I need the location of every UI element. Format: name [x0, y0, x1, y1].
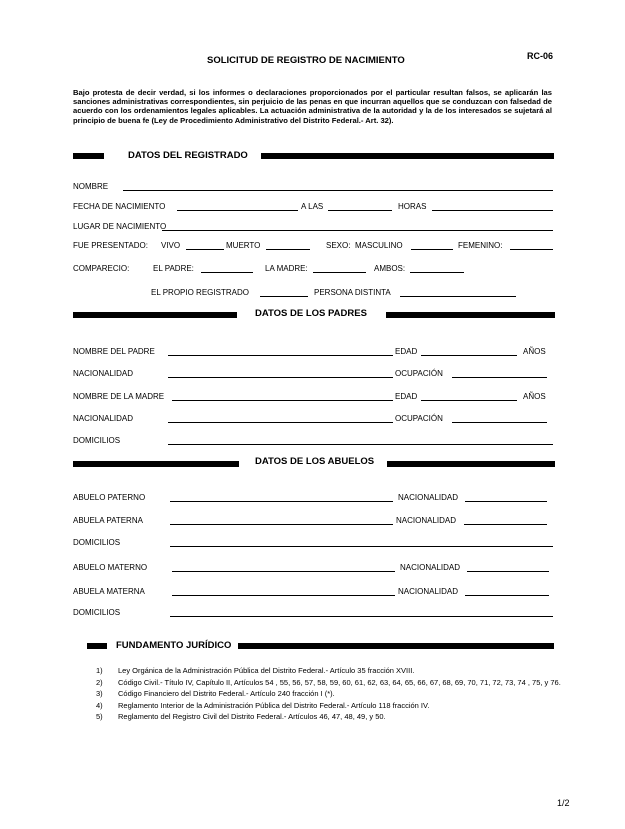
- edad-madre-field[interactable]: [421, 400, 517, 401]
- nombre-padre-field[interactable]: [168, 355, 393, 356]
- muerto-field[interactable]: [266, 249, 310, 250]
- nacionalidad-abuela-paterna-field[interactable]: [464, 524, 547, 525]
- la-madre-field[interactable]: [313, 272, 366, 273]
- ocupacion-madre-field[interactable]: [452, 422, 547, 423]
- horas-label: HORAS: [398, 202, 427, 211]
- legal-item-text: Código Financiero del Distrito Federal.- Artículo 240 fracción I (*).: [118, 689, 335, 698]
- comparecio-label: COMPARECIO:: [73, 264, 130, 273]
- domicilios-padres-field[interactable]: [168, 444, 553, 445]
- abuela-materna-field[interactable]: [172, 595, 395, 596]
- legal-item: [96, 678, 566, 688]
- la-madre-label: LA MADRE:: [265, 264, 308, 273]
- lugar-nacimiento-field[interactable]: [162, 230, 553, 231]
- section-fundamento-heading: FUNDAMENTO JURÍDICO: [116, 640, 232, 651]
- nacionalidad-abuela-paterna-label: NACIONALIDAD: [396, 516, 457, 525]
- el-padre-label: EL PADRE:: [153, 264, 194, 273]
- abuelo-materno-label: ABUELO MATERNO: [73, 563, 148, 572]
- femenino-label: FEMENINO:: [458, 241, 503, 250]
- legal-item: [96, 701, 566, 711]
- legal-item-text: Código Civil.- Título IV, Capítulo II, Artículos 54 , 55, 56, 57, 58, 59, 60, 61, 62, 63, 64, 65, 66, 67, 68, 69, 70, 71, 72, 73, 74 , 75, y 76.: [118, 677, 561, 687]
- section-bar: [73, 312, 237, 318]
- document-title: SOLICITUD DE REGISTRO DE NACIMIENTO: [207, 55, 405, 66]
- femenino-field[interactable]: [510, 249, 553, 250]
- fecha-nacimiento-field[interactable]: [177, 210, 298, 211]
- muerto-label: MUERTO: [226, 241, 261, 250]
- legal-item-number: 2): [96, 677, 103, 687]
- legal-list: [96, 666, 566, 724]
- horas-field[interactable]: [432, 210, 553, 211]
- ocupacion-padre-label: OCUPACIÓN: [395, 369, 443, 378]
- legal-item-text: Ley Orgánica de la Administración Pública del Distrito Federal.- Artículo 35 fracción XVIII.: [118, 666, 415, 675]
- abuelo-materno-field[interactable]: [172, 571, 395, 572]
- nacionalidad-abuelo-materno-field[interactable]: [467, 571, 549, 572]
- nombre-madre-field[interactable]: [172, 400, 393, 401]
- nombre-field[interactable]: [123, 190, 553, 191]
- section-bar: [238, 643, 554, 649]
- propio-registrado-field[interactable]: [260, 296, 308, 297]
- fue-presentado-label: FUE PRESENTADO:: [73, 241, 148, 250]
- anos-padre-label: AÑOS: [523, 347, 546, 356]
- domicilios-abuelos-maternos-field[interactable]: [170, 616, 553, 617]
- propio-registrado-label: EL PROPIO REGISTRADO: [151, 288, 249, 297]
- section-bar: [73, 461, 239, 467]
- ambos-label: AMBOS:: [374, 264, 406, 273]
- legal-item-number: 5): [96, 712, 103, 721]
- domicilios-padres-label: DOMICILIOS: [73, 436, 121, 445]
- page-number: 1/2: [557, 798, 570, 808]
- nacionalidad-padre-label: NACIONALIDAD: [73, 369, 134, 378]
- nacionalidad-abuelo-paterno-label: NACIONALIDAD: [398, 493, 459, 502]
- section-bar: [87, 643, 107, 649]
- domicilios-abuelos-paternos-label: DOMICILIOS: [73, 538, 121, 547]
- domicilios-abuelos-paternos-field[interactable]: [170, 546, 553, 547]
- anos-madre-label: AÑOS: [523, 392, 546, 401]
- abuela-materna-label: ABUELA MATERNA: [73, 587, 145, 596]
- nombre-padre-label: NOMBRE DEL PADRE: [73, 347, 155, 356]
- vivo-field[interactable]: [186, 249, 224, 250]
- masculino-label: MASCULINO: [355, 241, 403, 250]
- legal-item: [96, 689, 566, 699]
- lugar-nacimiento-label: LUGAR DE NACIMIENTO: [73, 222, 167, 231]
- legal-item-text: Reglamento del Registro Civil del Distrito Federal.- Artículos 46, 47, 48, 49, y 50.: [118, 712, 386, 721]
- nacionalidad-madre-label: NACIONALIDAD: [73, 414, 134, 423]
- section-bar: [387, 461, 555, 467]
- edad-padre-label: EDAD: [395, 347, 418, 356]
- abuela-paterna-label: ABUELA PATERNA: [73, 516, 143, 525]
- sexo-label: SEXO:: [326, 241, 351, 250]
- nacionalidad-madre-field[interactable]: [168, 422, 393, 423]
- legal-item-number: 3): [96, 689, 103, 698]
- form-code: RC-06: [527, 51, 554, 61]
- legal-item-text: Reglamento Interior de la Administración Pública del Distrito Federal.- Artículo 118 fracción IV.: [118, 700, 430, 710]
- el-padre-field[interactable]: [201, 272, 253, 273]
- nombre-madre-label: NOMBRE DE LA MADRE: [73, 392, 165, 401]
- section-bar: [386, 312, 555, 318]
- ocupacion-padre-field[interactable]: [452, 377, 547, 378]
- ambos-field[interactable]: [410, 272, 464, 273]
- nacionalidad-padre-field[interactable]: [168, 377, 393, 378]
- section-padres-heading: DATOS DE LOS PADRES: [255, 308, 367, 319]
- legal-item: [96, 666, 566, 676]
- section-bar: [73, 153, 104, 159]
- fecha-nacimiento-label: FECHA DE NACIMIENTO: [73, 202, 166, 211]
- nacionalidad-abuelo-paterno-field[interactable]: [465, 501, 547, 502]
- nacionalidad-abuela-materna-label: NACIONALIDAD: [398, 587, 459, 596]
- persona-distinta-label: PERSONA DISTINTA: [314, 288, 391, 297]
- vivo-label: VIVO: [161, 241, 181, 250]
- masculino-field[interactable]: [411, 249, 453, 250]
- disclaimer-text: Bajo protesta de decir verdad, si los informes o declaraciones proporcionados por el particular resultan falsos, se aplicarán las sanciones administrativas correspondientes, sin perjuicio de las penas en que incurran aquellos que se conduzcan con falsedad de acuerdo con los ordenamientos legales aplicables. La actuación administrativa de la autoridad y la de los interesados se sujetará al principio de buena fe (Ley de Procedimiento Administrativo del Distrito Federal.- Art. 32).: [73, 88, 552, 125]
- ocupacion-madre-label: OCUPACIÓN: [395, 414, 443, 423]
- nacionalidad-abuelo-materno-label: NACIONALIDAD: [400, 563, 461, 572]
- edad-padre-field[interactable]: [421, 355, 517, 356]
- legal-item-number: 4): [96, 700, 103, 710]
- abuelo-paterno-label: ABUELO PATERNO: [73, 493, 146, 502]
- hora-field[interactable]: [328, 210, 392, 211]
- domicilios-abuelos-maternos-label: DOMICILIOS: [73, 608, 121, 617]
- nacionalidad-abuela-materna-field[interactable]: [465, 595, 549, 596]
- a-las-label: A LAS: [301, 202, 324, 211]
- persona-distinta-field[interactable]: [400, 296, 516, 297]
- legal-item-number: 1): [96, 666, 103, 675]
- section-abuelos-heading: DATOS DE LOS ABUELOS: [255, 456, 375, 467]
- section-registrado-heading: DATOS DEL REGISTRADO: [128, 150, 248, 161]
- legal-item: [96, 712, 566, 722]
- nombre-label: NOMBRE: [73, 182, 109, 191]
- section-bar: [261, 153, 554, 159]
- edad-madre-label: EDAD: [395, 392, 418, 401]
- abuelo-paterno-field[interactable]: [170, 501, 393, 502]
- abuela-paterna-field[interactable]: [170, 524, 393, 525]
